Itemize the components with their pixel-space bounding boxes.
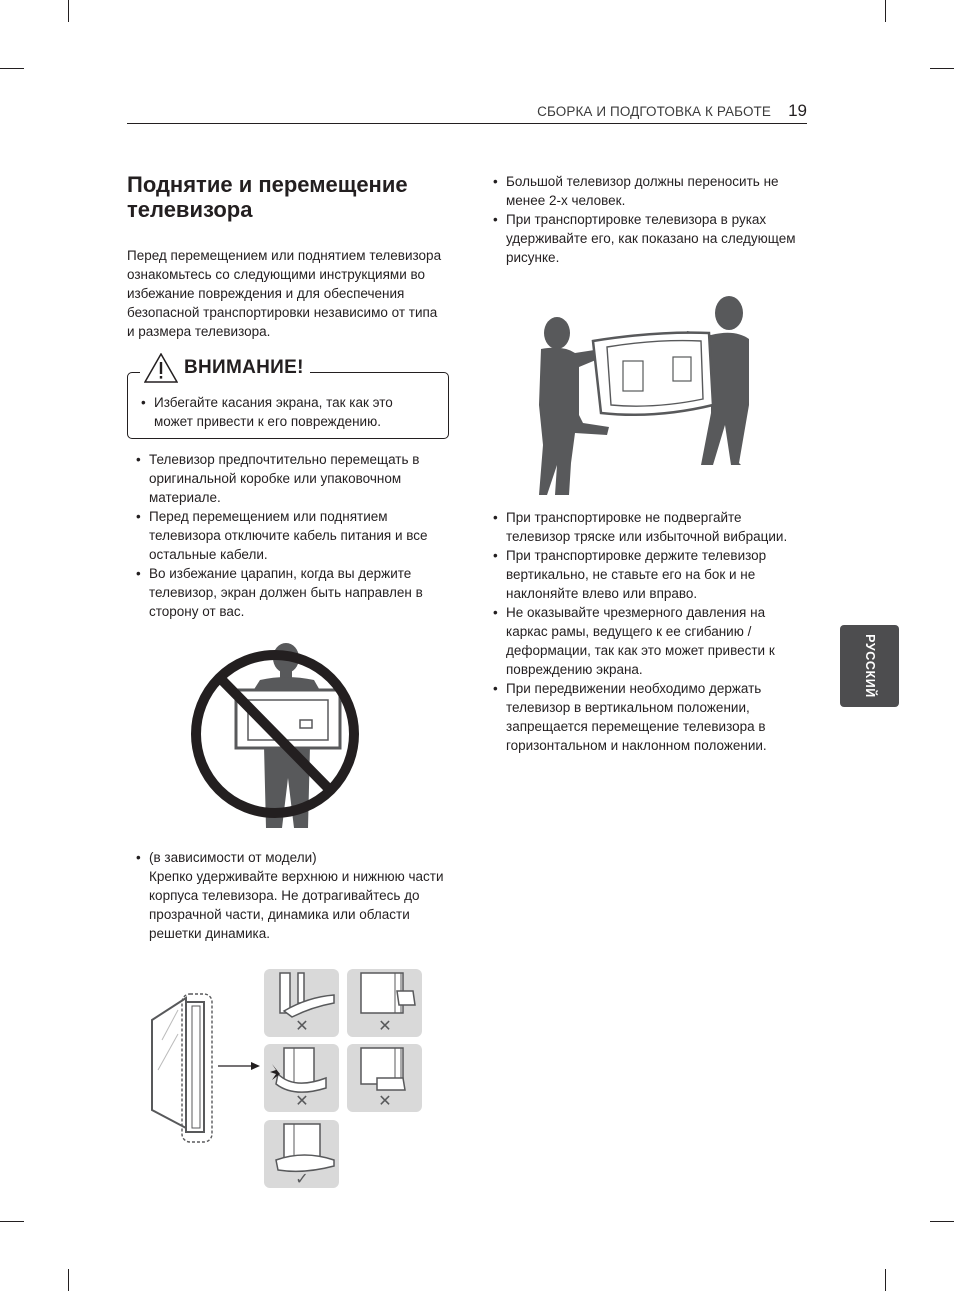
list-item: • При транспортировке телевизора в руках удерживайте его, как показано на следующем рисунке. xyxy=(484,210,804,267)
list-item: • При транспортировке не подвергайте телевизор тряске или избыточной вибрации. xyxy=(484,508,808,546)
list-item: • Не оказывайте чрезмерного давления на каркас рамы, ведущего к ее сгибанию / деформации, так как это может привести к повреждению экрана. xyxy=(484,603,808,679)
crop-mark xyxy=(885,1269,886,1291)
crop-mark xyxy=(930,68,954,69)
list-item xyxy=(127,848,447,943)
crop-mark xyxy=(68,0,69,22)
caution-box xyxy=(127,357,449,439)
crop-mark xyxy=(930,1221,954,1222)
header-section-title: СБОРКА И ПОДГОТОВКА К РАБОТЕ xyxy=(537,104,771,119)
model-note-label: (в зависимости от модели) xyxy=(149,850,317,865)
crop-mark xyxy=(0,1221,24,1222)
list-item: • При транспортировке держите телевизор вертикально, не ставьте его на бок и не наклоняйте влево или вправо. xyxy=(484,546,808,603)
right-bullet-list-bottom xyxy=(484,508,808,755)
wrong-mark: ✕ xyxy=(378,1091,392,1110)
caution-list xyxy=(132,393,432,431)
prohibited-carry-illustration xyxy=(190,638,360,830)
model-note-list xyxy=(127,848,447,943)
list-item: • Большой телевизор должны переносить не менее 2-х человек. xyxy=(484,172,804,210)
grip-example-thumb-4 xyxy=(347,1044,422,1112)
list-item: • Избегайте касания экрана, так как это может привести к его повреждению. xyxy=(132,393,432,431)
list-item: • Телевизор предпочтительно перемещать в оригинальной коробке или упаковочном материале. xyxy=(127,450,447,507)
wrong-mark: ✕ xyxy=(295,1091,309,1110)
list-item: • Перед перемещением или поднятием телевизора отключите кабель питания и все остальные кабели. xyxy=(127,507,447,564)
language-tab-label: РУССКИЙ xyxy=(862,634,877,698)
caution-header xyxy=(140,353,310,383)
crop-mark xyxy=(0,68,24,69)
list-item: • При передвижении необходимо держать телевизор в вертикальном положении, запрещается перемещение телевизора в горизонтальном и наклонном положении. xyxy=(484,679,808,755)
hand-grip-icon xyxy=(264,1120,339,1188)
left-bullet-list xyxy=(127,450,447,621)
page-title: Поднятие и перемещение телевизора xyxy=(127,172,408,222)
grip-example-thumb-5 xyxy=(264,1120,339,1188)
grip-example-thumb-3 xyxy=(264,1044,339,1112)
page-header xyxy=(127,101,807,124)
grip-example-thumb-2 xyxy=(347,969,422,1037)
crop-mark xyxy=(68,1269,69,1291)
page-number: 19 xyxy=(788,101,807,120)
two-person-carry-illustration xyxy=(535,295,755,497)
language-tab xyxy=(840,625,899,707)
caution-title: ВНИМАНИЕ! xyxy=(184,357,304,378)
wrong-mark: ✕ xyxy=(295,1016,309,1035)
hand-grip-icon xyxy=(264,1044,339,1112)
check-mark: ✓ xyxy=(295,1169,309,1188)
hand-grip-icon xyxy=(347,969,422,1037)
hand-grip-icon xyxy=(347,1044,422,1112)
grip-example-thumb-1 xyxy=(264,969,339,1037)
right-bullet-list-top xyxy=(484,172,804,267)
warning-triangle-icon xyxy=(144,353,178,383)
list-item: • Во избежание царапин, когда вы держите телевизор, экран должен быть направлен в сторону от вас. xyxy=(127,564,447,621)
model-note-text: Крепко удерживайте верхнюю и нижнюю части корпуса телевизора. Не дотрагивайтесь до прозрачной части, динамика или области решетки динамика. xyxy=(149,869,444,941)
crop-mark xyxy=(885,0,886,22)
intro-paragraph: Перед перемещением или поднятием телевизора ознакомьтесь со следующими инструкциями во избежание повреждения и для обеспечения безопасной транспортировки независимо от типа и размера телевизора. xyxy=(127,248,442,339)
tv-side-illustration xyxy=(148,990,263,1145)
hand-grip-icon xyxy=(264,969,339,1037)
wrong-mark: ✕ xyxy=(378,1016,392,1035)
